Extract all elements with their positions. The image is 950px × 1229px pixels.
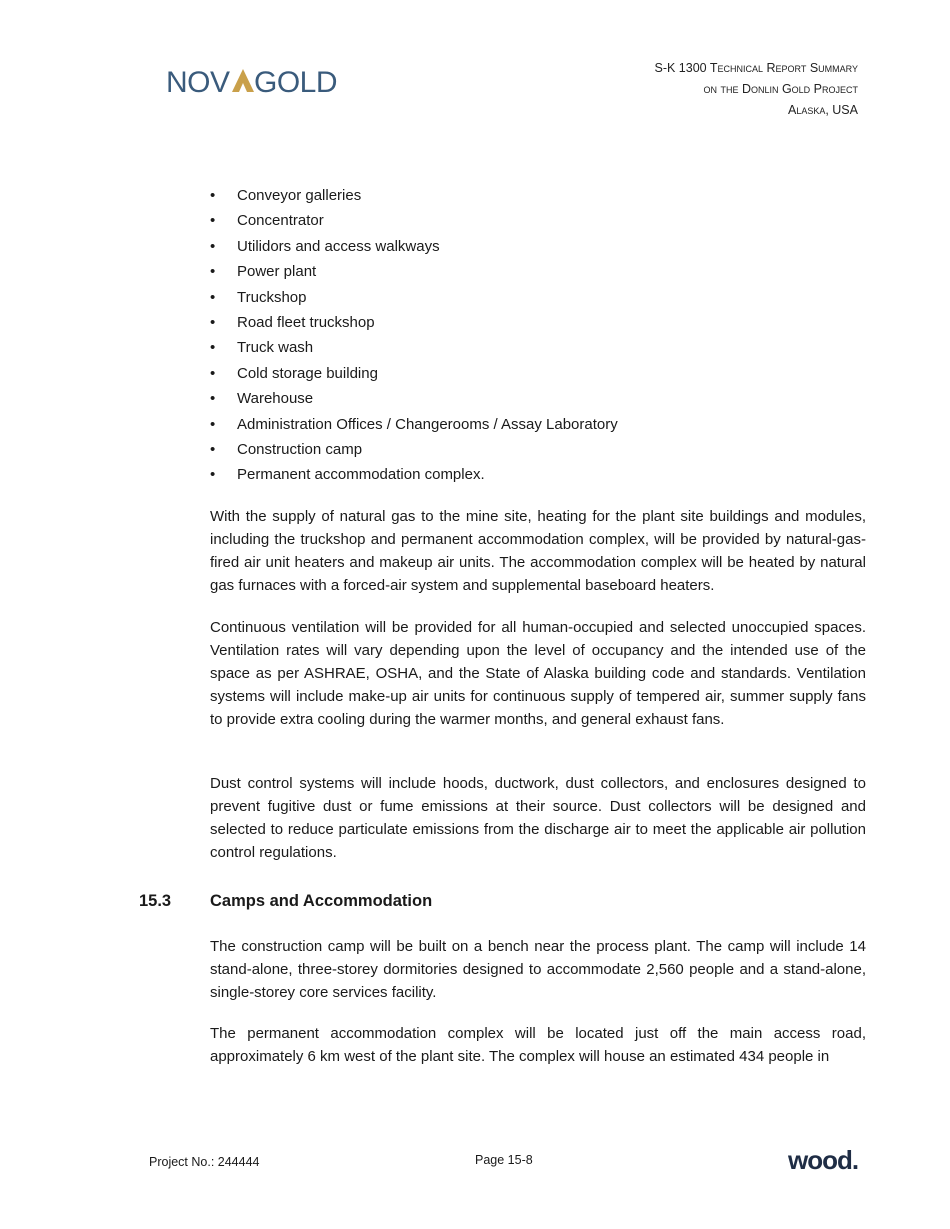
paragraph-dust-control: Dust control systems will include hoods, ductwork, dust collectors, and enclosures designed to prevent fugitive dust or fume emissions at their source. Dust collectors will be designed and selected to reduce particulate emissions from the discharge air to meet the applicable air pollution control regulations. (210, 775, 866, 861)
header-title-line1: S-K 1300 Technical Report Summary (654, 61, 858, 75)
header-title-line2: on the Donlin Gold Project (703, 82, 858, 96)
bullet-icon: • (210, 288, 216, 306)
project-number: Project No.: 244444 (149, 1155, 260, 1169)
section-heading (139, 892, 432, 911)
paragraph-ventilation: Continuous ventilation will be provided for all human-occupied and selected unoccupied spaces. Ventilation rates will vary depending upon the level of occupancy and the intended use of the space as per ASHRAE, OSHA, and the State of Alaska building code and standards. Ventilation systems will include make-up air units for continuous supply of tempered air, summer supply fans to provide extra cooling during the warmer months, and general exhaust fans. (210, 619, 866, 728)
bullet-icon: • (210, 187, 216, 204)
page-number: Page 15-8 (475, 1153, 533, 1167)
list-item: • Conveyor galleries (210, 183, 618, 208)
paragraph-permanent-complex: The permanent accommodation complex will be located just off the main access road, approximately 6 km west of the plant site. The complex will house an estimated 434 people in (210, 1025, 866, 1065)
bullet-icon: • (210, 390, 216, 408)
bullet-icon: • (210, 466, 216, 484)
paragraph-construction-camp: The construction camp will be built on a bench near the process plant. The camp will include 14 stand-alone, three-storey dormitories designed to accommodate 2,560 people and a stand-alone, single-storey core services facility. (210, 938, 866, 1001)
list-item: • Road fleet truckshop (210, 310, 618, 335)
bullet-icon: • (210, 339, 216, 357)
header-title-line3: Alaska, USA (787, 103, 858, 117)
bullet-icon: • (210, 415, 216, 433)
list-item: • Truckshop (210, 285, 618, 310)
svg-text:NOV: NOV (166, 66, 230, 98)
bullet-icon: • (210, 313, 216, 331)
bullet-icon: • (210, 212, 216, 230)
list-item: • Truck wash (210, 335, 618, 360)
list-item: • Utilidors and access walkways (210, 234, 618, 259)
list-item: • Administration Offices / Changerooms / Assay Laboratory (210, 412, 618, 437)
bullet-icon: • (210, 263, 216, 281)
paragraph-heating: With the supply of natural gas to the mine site, heating for the plant site buildings and modules, including the truckshop and permanent accommodation complex, will be provided by natural-gas-fired air unit heaters and makeup air units. The accommodation complex will be heated by natural gas furnaces with a forced-air system and supplemental baseboard heaters. (210, 508, 866, 594)
facility-bullet-list (210, 183, 618, 488)
wood-logo (788, 1145, 860, 1175)
bullet-icon: • (210, 364, 216, 382)
section-number: 15.3 (139, 892, 172, 910)
list-item: • Concentrator (210, 208, 618, 233)
bullet-icon: • (210, 237, 216, 255)
svg-text:wood.: wood. (788, 1145, 859, 1175)
report-header (655, 58, 859, 121)
list-item: • Power plant (210, 259, 618, 284)
list-item: • Permanent accommodation complex. (210, 462, 618, 487)
bullet-icon: • (210, 440, 216, 458)
svg-text:GOLD: GOLD (254, 66, 338, 98)
list-item: • Warehouse (210, 386, 618, 411)
list-item: • Cold storage building (210, 361, 618, 386)
novagold-logo (166, 64, 341, 98)
list-item: • Construction camp (210, 437, 618, 462)
section-title: Camps and Accommodation (210, 892, 433, 910)
